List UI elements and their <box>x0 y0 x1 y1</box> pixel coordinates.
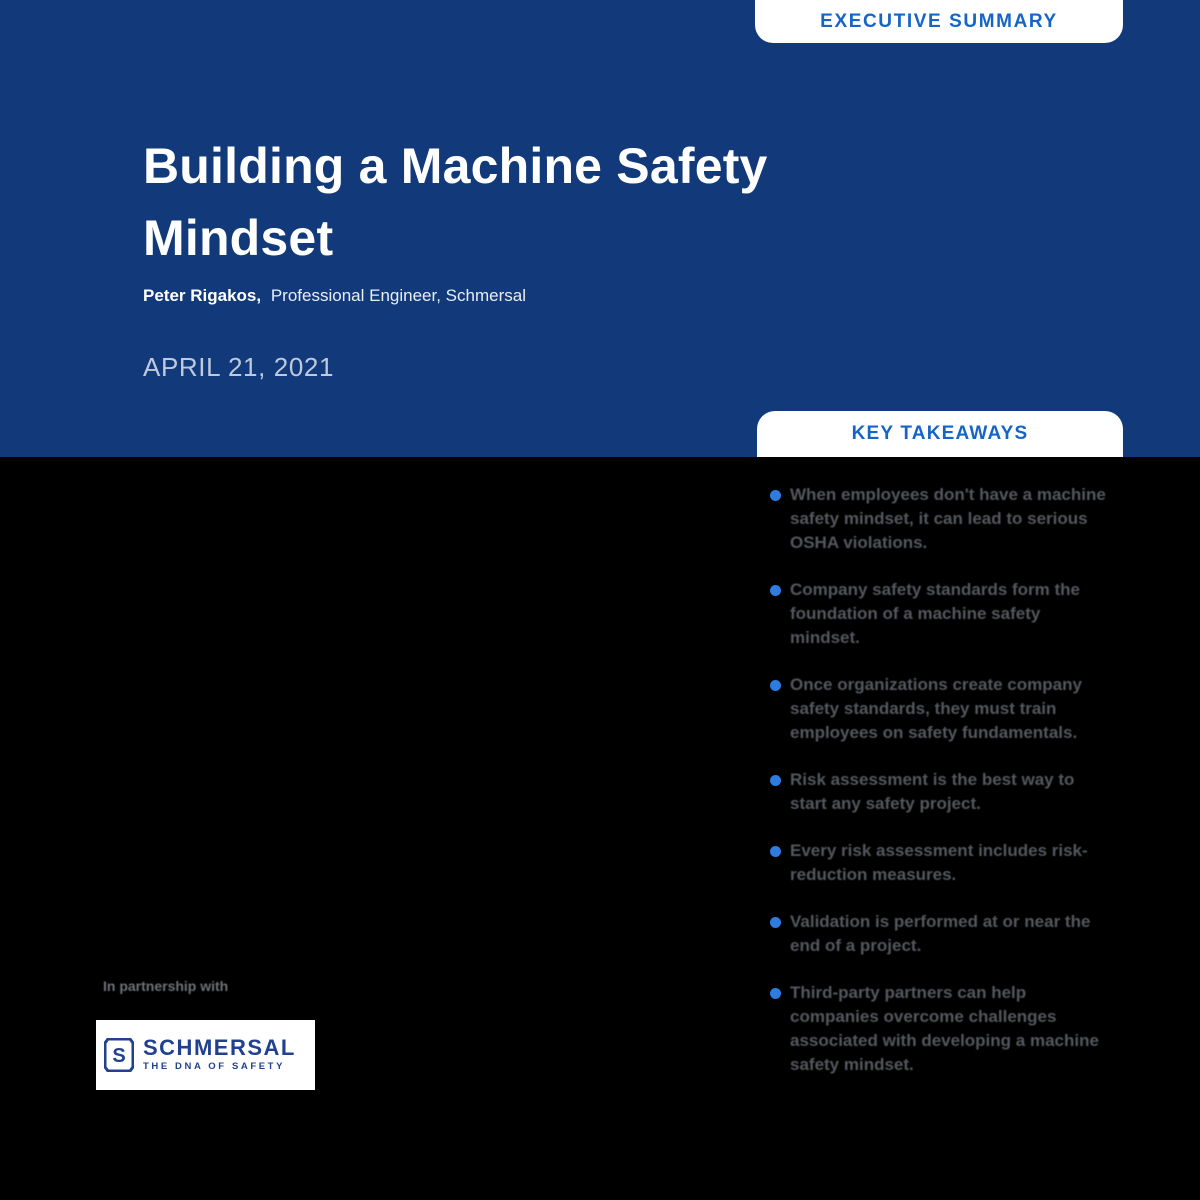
takeaway-text: When employees don't have a machine safety mindset, it can lead to serious OSHA violations. <box>790 485 1106 552</box>
takeaway-item <box>770 578 1126 650</box>
takeaway-item <box>770 673 1126 745</box>
takeaway-text: Company safety standards form the foundation of a machine safety mindset. <box>790 580 1081 647</box>
key-takeaways-badge <box>757 411 1123 457</box>
bullet-dot-icon <box>770 680 781 691</box>
takeaways-list <box>770 483 1126 1100</box>
executive-summary-badge-label: EXECUTIVE SUMMARY <box>820 10 1058 32</box>
author-name: Peter Rigakos, <box>143 286 262 305</box>
takeaway-text: Once organizations create company safety standards, they must train employees on safety fundamentals. <box>790 675 1082 742</box>
takeaway-text: Third-party partners can help companies overcome challenges associated with developing a machine safety mindset. <box>790 983 1099 1074</box>
page-title: Building a Machine Safety Mindset <box>143 138 768 266</box>
partnership-label: In partnership with <box>103 978 229 994</box>
author-role: Professional Engineer, Schmersal <box>270 286 526 305</box>
bullet-dot-icon <box>770 585 781 596</box>
takeaway-item <box>770 910 1126 958</box>
takeaway-text: Every risk assessment includes risk-reduction measures. <box>790 841 1088 884</box>
logo-brand-name: SCHMERSAL <box>143 1035 296 1060</box>
svg-text:S: S <box>112 1045 126 1067</box>
takeaway-item <box>770 981 1126 1077</box>
schmersal-logo <box>96 1020 315 1090</box>
key-takeaways-badge-label: KEY TAKEAWAYS <box>851 423 1029 444</box>
bullet-dot-icon <box>770 775 781 786</box>
takeaway-text: Risk assessment is the best way to start any safety project. <box>790 770 1075 813</box>
bullet-dot-icon <box>770 917 781 928</box>
takeaway-item <box>770 483 1126 555</box>
publication-date: APRIL 21, 2021 <box>143 352 335 382</box>
logo-tagline: THE DNA OF SAFETY <box>143 1061 286 1072</box>
hero-banner <box>0 0 1200 457</box>
logo-text-block <box>143 1036 296 1074</box>
takeaway-item <box>770 839 1126 887</box>
bullet-dot-icon <box>770 846 781 857</box>
takeaway-text: Validation is performed at or near the end of a project. <box>790 912 1091 955</box>
bullet-dot-icon <box>770 988 781 999</box>
takeaway-item <box>770 768 1126 816</box>
byline <box>143 286 526 306</box>
schmersal-emblem-icon <box>104 1038 134 1072</box>
bullet-dot-icon <box>770 490 781 501</box>
executive-summary-badge <box>755 0 1123 43</box>
